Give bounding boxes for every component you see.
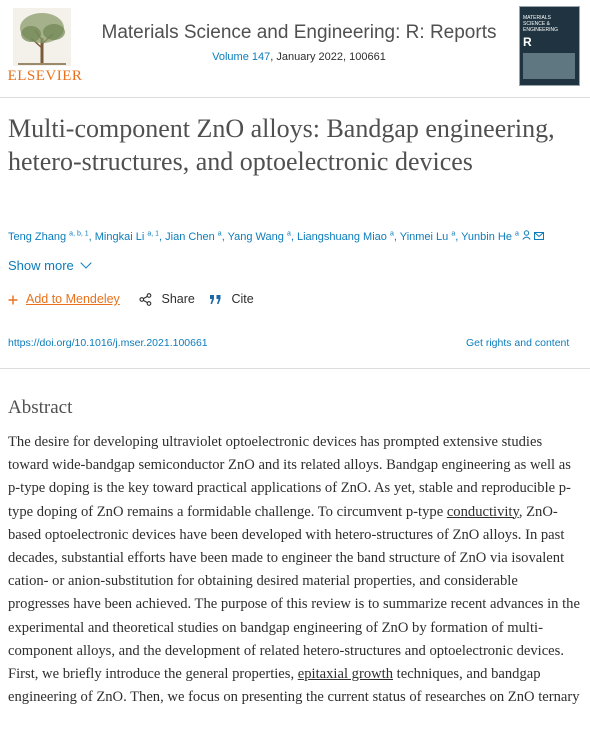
- author-link[interactable]: Teng Zhang $^{a, b, 1}$: [8, 230, 89, 243]
- cite-label: Cite: [231, 292, 254, 306]
- journal-cover-thumbnail[interactable]: [519, 6, 580, 86]
- person-icon[interactable]: [522, 232, 534, 243]
- show-more-label: Show more: [8, 258, 74, 273]
- author-link[interactable]: Jian Chen $^a$: [165, 230, 222, 243]
- issue-info: [0, 51, 590, 63]
- abstract-heading: Abstract: [8, 397, 73, 418]
- journal-header: [0, 0, 590, 98]
- cite-button[interactable]: [209, 292, 254, 306]
- abstract-text: The desire for developing ultraviolet optoelectronic devices has prompted extensive studies toward wide-bandgap semiconductor ZnO and its related alloys. Bandgap engineering as well as p-type doping is the key toward practical applications of ZnO. As yet, stable and reproducible p-type doping of ZnO remains a formidable challenge. To circumvent p-type conductivity, ZnO-based optoelectronic devices have been developed with hetero-structures of ZnO alloys. In past decades, substantial efforts have been made to engineer the band structure of ZnO via isovalent cation- or anion-substitution for obtaining desired material properties, and considerable progresses have been achieved. The purpose of this review is to summarize recent advances in the experimental and theoretical studies on bandgap engineering of ZnO by formation of multi-component alloys, and the development of related hetero-structures and optoelectronic devices. First, we briefly introduce the general properties, epitaxial growth techniques, and bandgap engineering of ZnO. Then, we focus on presenting the current status of researches on ZnO ternary: [8, 434, 580, 706]
- chevron-down-icon: [80, 257, 91, 268]
- article-title: Multi-component ZnO alloys: Bandgap engineering, hetero-structures, and optoelectronic devices: [8, 114, 555, 176]
- conductivity-link[interactable]: conductivity: [446, 503, 519, 520]
- author-link[interactable]: Yang Wang $^a$: [227, 230, 291, 243]
- author-link[interactable]: Yunbin He $^a$: [461, 230, 519, 243]
- cover-title: MATERIALS SCIENCE & ENGINEERING: [523, 15, 559, 33]
- share-button[interactable]: [139, 292, 195, 306]
- author-link[interactable]: Yinmei Lu $^a$: [399, 230, 456, 243]
- mendeley-label: Add to Mendeley: [26, 292, 120, 306]
- author-link[interactable]: Mingkai Li $^{a, 1}$: [94, 230, 160, 243]
- email-icon[interactable]: [534, 232, 544, 243]
- show-more-button[interactable]: [8, 258, 90, 273]
- share-label: Share: [161, 292, 195, 306]
- share-icon: [139, 293, 152, 306]
- elsevier-logo[interactable]: [6, 8, 83, 84]
- cover-image: [523, 53, 575, 79]
- author-link[interactable]: Liangshuang Miao $^a$: [296, 230, 394, 243]
- rights-link[interactable]: Get rights and content: [466, 337, 570, 349]
- journal-title[interactable]: Materials Science and Engineering: R: Reports: [101, 22, 497, 43]
- cover-letter: R: [523, 35, 532, 49]
- plus-icon: [8, 295, 18, 305]
- quote-icon: [209, 294, 222, 305]
- doi-link[interactable]: https://doi.org/10.1016/j.mser.2021.100661: [8, 337, 208, 349]
- elsevier-wordmark: ELSEVIER: [7, 68, 83, 84]
- divider: [0, 368, 590, 369]
- issue-date: , January 2022, 100661: [270, 51, 386, 63]
- volume-link[interactable]: Volume 147: [212, 51, 271, 63]
- epitaxial-growth-link[interactable]: epitaxial growth: [297, 666, 394, 683]
- add-to-mendeley-button[interactable]: [8, 292, 120, 306]
- divider: [0, 97, 590, 98]
- author-list: Teng Zhang $^{a, b, 1}$, Mingkai Li $^{a, 1}$, Jian Chen $^a$, Yang Wang $^a$, Liangshuang Miao $^a$, Yinmei Lu $^a$, Yunbin He $^a$: [8, 230, 590, 243]
